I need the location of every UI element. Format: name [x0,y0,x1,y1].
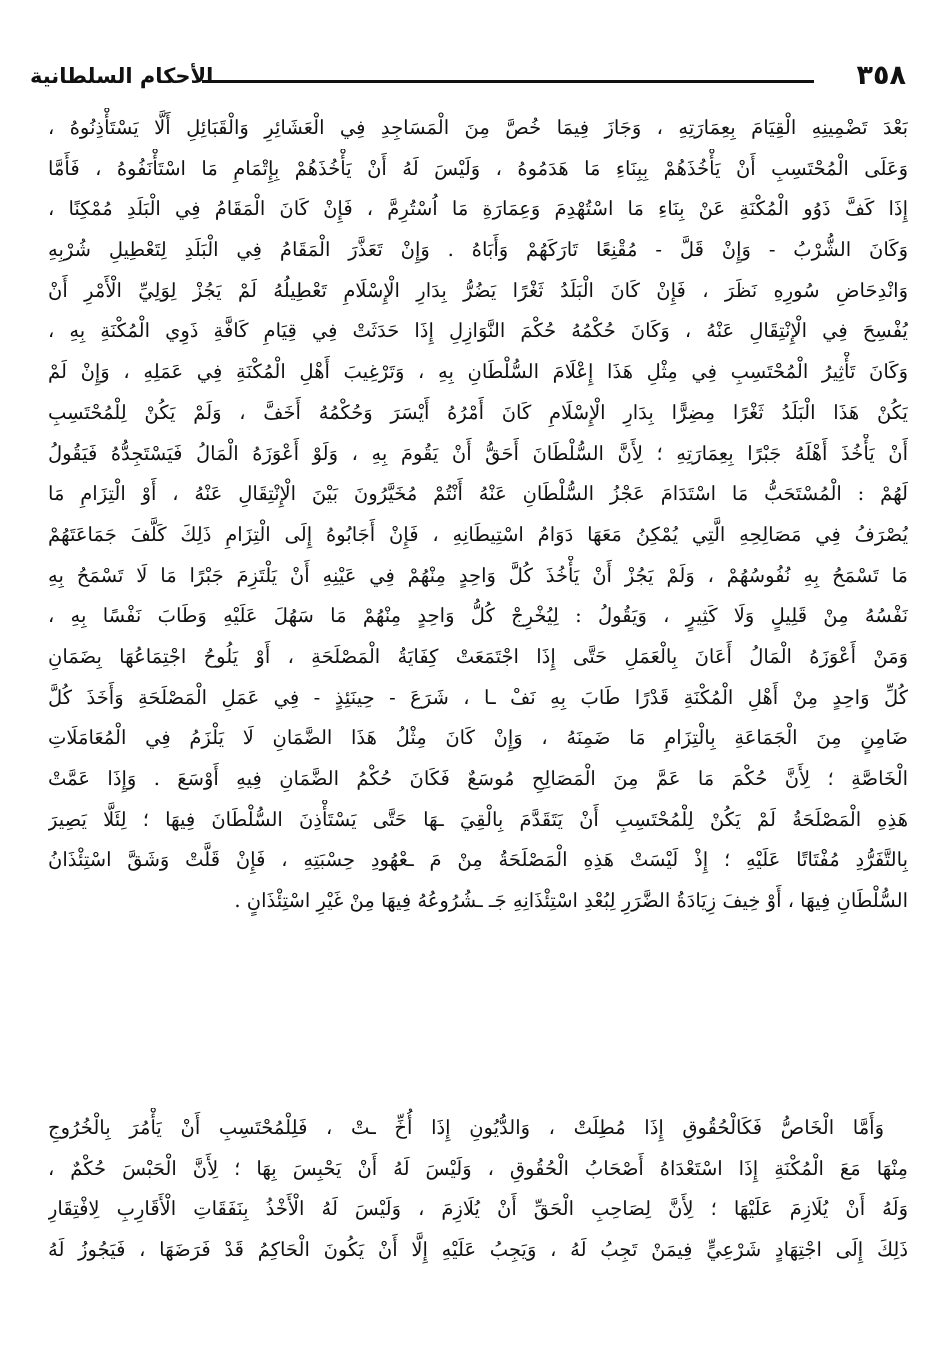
text-line: أَنْ يَأْخُذَ أَهْلَهُ جَبْرًا بِعِمَارَتِهِ ؛ لِأَنَّ السُّلْطَانَ أَحَقُّ أَنْ يَقُومَ بِهِ ، وَلَوْ أَعْوَزَهُ الْمَالُ فَيَسْتَجِدُّهُ فَيَقُولُ [48,441,908,465]
page-header [30,58,906,102]
text-line: نَفْسُهُ مِنْ قَلِيلٍ وَلَا كَثِيرٍ ، وَيَقُولُ : لِيُخْرِجْ كُلُّ وَاحِدٍ مِنْهُمْ مَا سَهُلَ عَلَيْهِ وَطَابَ نَفْسًا بِهِ ، [48,604,908,628]
running-title: الأحكام السلطانية [30,64,214,88]
text-line: ذَلِكَ إِلَى اجْتِهَادٍ شَرْعِيٍّ فِيمَنْ تَجِبُ لَهُ ، وَيَجِبُ عَلَيْهِ إِلَّا أَنْ يَكُونَ الْحَاكِمُ قَدْ فَرَضَهَا ، فَيَجُوزُ لَهُ [48,1238,908,1262]
text-line: ضَامِنٍ مِنَ الْجَمَاعَةِ بِالْتِزَامِ مَا ضَمِنَهُ ، وَإِنْ كَانَ مِثْلُ هَذَا الضَّمَانِ لَا يَلْزَمُ فِي الْمُعَامَلَاتِ [48,726,908,750]
text-line: الْخَاصَّةِ ؛ لِأَنَّ حُكْمَ مَا عَمَّ مِنَ الْمَصَالِحِ مُوسَعٌ فَكَانَ حُكْمُ الضَّمَانِ فِيهِ أَوْسَعَ . وَإِذَا عَمَّتْ [48,767,908,790]
paragraph-2 [48,1108,908,1271]
text-line: يُفْسِحَ فِي الْإِنْتِقَالِ عَنْهُ ، وَكَانَ حُكْمُهُ حُكْمَ النَّوَازِلِ إِذَا حَدَثَتْ فِي قِيَامِ كَافَّةِ ذَوِي الْمُكْنَةِ بِهِ ، [48,319,908,343]
text-line: مِنْهَا مَعَ الْمُكْنَةِ إِذَا اسْتَعْدَاهُ أَصْحَابُ الْحُقُوقِ ، وَلَيْسَ لَهُ أَنْ يَحْبِسَ بِهَا ؛ لِأَنَّ الْحَبْسَ حُكْمٌ ، [48,1156,908,1180]
text-line: وَكَانَ تَأْثِيرُ الْمُحْتَسِبِ فِي مِثْلِ هَذَا إِعْلَامَ السُّلْطَانِ بِهِ ، وَتَرْغِيبَ أَهْلِ الْمُكْنَةِ فِي عَمَلِهِ ، وَإِنْ لَمْ [48,360,908,384]
paragraph-1 [48,108,908,922]
text-line: هَذِهِ الْمَصْلَحَةُ لَمْ يَكُنْ لِلْمُحْتَسِبِ أَنْ يَتَقَدَّمَ بِالْقِيَ ـهَا حَتَّى يَسْتَأْذِنَ السُّلْطَانَ فِيهَا ؛ لِئَلَّا يَصِيرَ [48,807,908,831]
text-line: إِذَا كَفَّ ذَوُو الْمُكْنَةِ عَنْ بِنَاءِ مَا اسْتُهْدِمَ وَعِمَارَةِ مَا اُسْتُرِمَّ ، فَإِنْ كَانَ الْمَقَامُ فِي الْبَلَدِ مُمْكِنًا ، [48,197,908,221]
text-line: السُّلْطَانِ فِيهَا ، أَوْ خِيفَ زِيَادَةُ الضَّرَرِ لِبُعْدِ اسْتِئْذَانِهِ جَـ ـشُرُوعُهُ فِيهَا مِنْ غَيْرِ اسْتِئْذَانٍ . [234,889,908,913]
text-line: مَا تَسْمَحُ بِهِ نُفُوسُهُمْ ، وَلَمْ يَجُزْ أَنْ يَأْخُذَ كُلَّ وَاحِدٍ مِنْهُمْ فِي عَيْنِهِ أَنْ يَلْتَزِمَ جَبْرًا مَا لَا تَسْمَحُ بِهِ [48,563,908,587]
header-rule [202,80,814,83]
text-line: وَكَانَ الشُّرْبُ - وَإِنْ قَلَّ - مُقْنِعًا تَارَكَهُمْ وَأَبَاهُ . وَإِنْ تَعَذَّرَ الْمَقَامُ فِي الْبَلَدِ لِتَعْطِيلِ شُرْبِهِ [48,238,908,262]
text-line: وَمَنْ أَعْوَزَهُ الْمَالُ أَعَانَ بِالْعَمَلِ حَتَّى إِذَا اجْتَمَعَتْ كِفَايَةُ الْمَصْلَحَةِ ، أَوْ يَلُوحُ اجْتِمَاعُهَا بِضَمَانِ [48,644,908,668]
page-number: ٣٥٨ [856,60,906,91]
text-line: وَأَمَّا الْخَاصُّ فَكَالْحُقُوقِ إِذَا مُطِلَتْ ، وَالدُّيُونِ إِذَا أُخِّ ـتْ ، فَلِلْمُحْتَسِبِ أَنْ يَأْمُرَ بِالْخُرُوجِ [48,1116,884,1139]
text-line: وَلَهُ أَنْ يُلَازِمَ عَلَيْهَا ؛ لِأَنَّ لِصَاحِبِ الْحَقِّ أَنْ يُلَازِمَ ، وَلَيْسَ لَهُ الْأَخْذُ بِنَفَقَاتِ الْأَقَارِبِ لِافْتِقَارِ [48,1197,908,1221]
text-line: لَهُمْ : الْمُسْتَحَبُّ مَا اسْتَدَامَ عَجْزُ السُّلْطَانِ عَنْهُ أَنْتُمْ مُخَيَّرُونَ بَيْنَ الْإِنْتِقَالِ عَنْهُ ، أَوْ الْتِزَامِ مَا [48,482,908,506]
text-line: بِالتَّفَرُّدِ مُفْتَاتًا عَلَيْهِ ؛ إِذْ لَيْسَتْ هَذِهِ الْمَصْلَحَةُ مِنْ مَ ـعْهُودِ حِسْبَتِهِ ، فَإِنْ قَلَّتْ وَشَقَّ اسْتِئْذَانُ [48,848,908,872]
text-line: وَانْدِحَاضِ سُورِهِ نَظَرَ ، فَإِنْ كَانَ الْبَلَدُ ثَغْرًا يَضُرُّ بِدَارِ الْإِسْلَامِ تَعْطِيلُهُ لَمْ يَجُزْ لِوَلِيِّ الْأَمْرِ أَنْ [48,278,908,302]
text-line: وَعَلَى الْمُحْتَسِبِ أَنْ يَأْخُذَهُمْ بِبِنَاءِ مَا هَدَمُوهُ ، وَلَيْسَ لَهُ أَنْ يَأْخُذَهُمْ بِإِتْمَامِ مَا اسْتَأْنَفُوهُ ، فَأَمَّا [48,156,908,180]
text-line: يُصْرَفُ فِي مَصَالِحِهِ الَّتِي يُمْكِنُ مَعَهَا دَوَامُ اسْتِيطَانِهِ ، فَإِنْ أَجَابُوهُ إِلَى الْتِزَامِ ذَلِكَ كَلَّفَ جَمَاعَتَهُمْ [48,522,908,546]
text-line: يَكُنْ هَذَا الْبَلَدُ ثَغْرًا مِضِرًّا بِدَارِ الْإِسْلَامِ كَانَ أَمْرُهُ أَيْسَرَ وَحُكْمُهُ أَخَفَّ ، وَلَمْ يَكُنْ لِلْمُحْتَسِبِ [48,400,908,424]
text-line: كُلِّ وَاحِدٍ مِنْ أَهْلِ الْمُكْنَةِ قَدْرًا طَابَ بِهِ نَفْ ـا ، شَرَعَ - حِينَئِذٍ - فِي عَمَلِ الْمَصْلَحَةِ وَأَخَذَ كُلَّ [48,685,908,709]
text-line: بَعْدَ تَضْمِينِهِ الْقِيَامَ بِعِمَارَتِهِ ، وَجَازَ فِيمَا خُصَّ مِنَ الْمَسَاجِدِ فِي الْعَشَائِرِ وَالْقَبَائِلِ أَلَّا يَسْتَأْذِنُوهُ ، [48,116,908,139]
